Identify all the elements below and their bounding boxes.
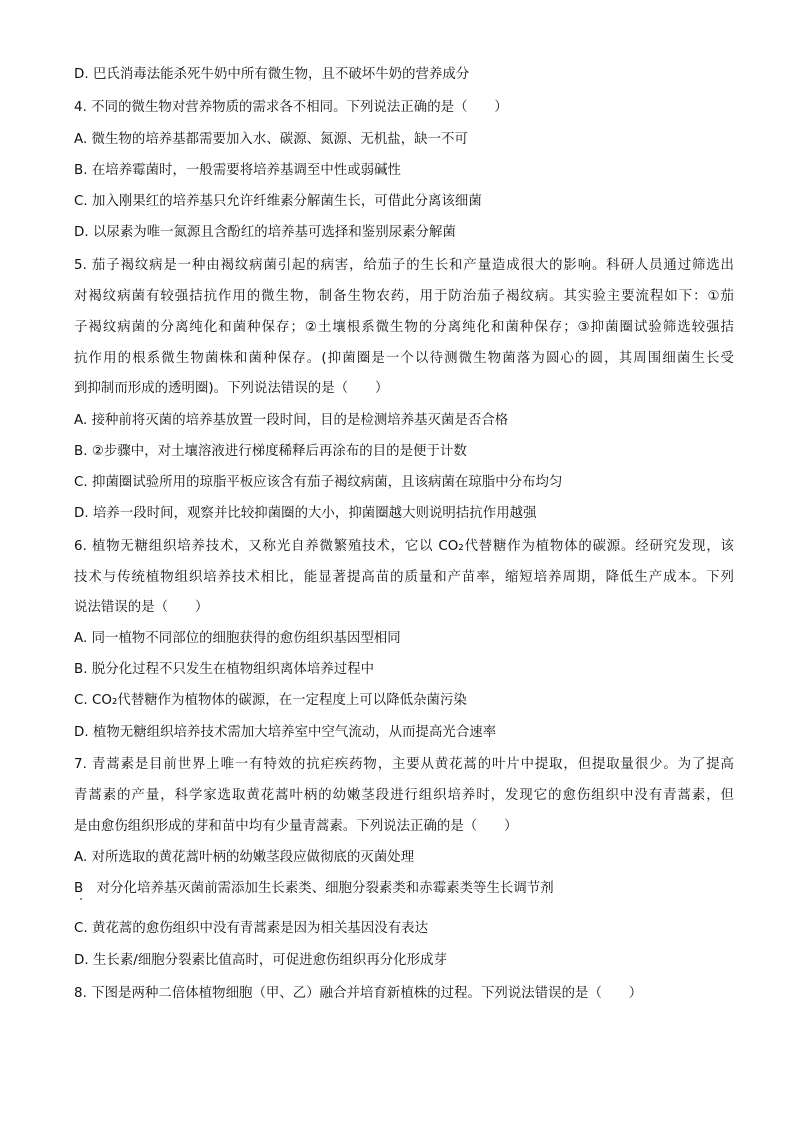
q7-stem-line-3: 是由愈伤组织形成的芽和苗中均有少量青蒿素。下列说法正确的是（ ）: [74, 819, 518, 834]
q5-option-d: D. 培养一段时间，观察并比较抑菌圈的大小，抑菌圈越大则说明拮抗作用越强: [74, 506, 537, 521]
q6-stem-line-3: 说法错误的是（ ）: [74, 600, 209, 615]
q5-stem-line-2: 对褐纹病菌有较强拮抗作用的微生物，制备生物农药，用于防治茄子褐纹病。其实验主要流程如下：①茄: [74, 289, 734, 304]
q4-stem: 4. 不同的微生物对营养物质的需求各不相同。下列说法正确的是（ ）: [74, 100, 508, 115]
q6-stem-line-2: 技术与传统植物组织培养技术相比，能显著提高苗的质量和产苗率，缩短培养周期，降低生产成本。下列: [74, 570, 734, 585]
q5-stem-line-1: 5. 茄子褐纹病是一种由褐纹病菌引起的病害，给茄子的生长和产量造成很大的影响。科研人员通过筛选出: [74, 258, 734, 273]
q5-stem-line-5: 到抑制而形成的透明圈)。下列说法错误的是（ ）: [74, 381, 389, 396]
q7-stem-line-2: 青蒿素的产量，科学家选取黄花蒿叶柄的幼嫩茎段进行组织培养时，发现它的愈伤组织中没有青蒿素，但: [74, 788, 734, 803]
q4-option-c: C. 加入刚果红的培养基只允许纤维素分解菌生长，可借此分离该细菌: [74, 194, 482, 209]
q8-stem: 8. 下图是两种二倍体植物细胞（甲、乙）融合并培育新植株的过程。下列说法错误的是（ ）: [74, 986, 643, 1001]
q6-option-b: B. 脱分化过程不只发生在植物组织离体培养过程中: [74, 662, 375, 677]
stray-dot-mark: [80, 898, 82, 900]
q6-option-c: C. CO₂代替糖作为植物体的碳源，在一定程度上可以降低杂菌污染: [74, 693, 467, 708]
q5-stem-line-3: 子褐纹病菌的分离纯化和菌种保存；②土壤根系微生物的分离纯化和菌种保存；③抑菌圈试验筛选较强拮: [74, 320, 734, 335]
q6-stem-line-1: 6. 植物无糖组织培养技术，又称光自养微繁殖技术，它以 CO₂代替糖作为植物体的碳源。经研究发现，该: [74, 539, 734, 554]
q6-option-a: A. 同一植物不同部位的细胞获得的愈伤组织基因型相同: [74, 631, 401, 646]
q7-option-b: B 对分化培养基灭菌前需添加生长素类、细胞分裂素类和赤霉素类等生长调节剂: [74, 881, 554, 896]
q4-option-a: A. 微生物的培养基都需要加入水、碳源、氮源、无机盐，缺一不可: [74, 132, 468, 147]
q7-stem-line-1: 7. 青蒿素是目前世界上唯一有特效的抗疟疾药物，主要从黄花蒿的叶片中提取，但提取量很少。为了提高: [74, 757, 734, 772]
q4-option-d: D. 以尿素为唯一氮源且含酚红的培养基可选择和鉴别尿素分解菌: [74, 225, 456, 240]
q7-option-d: D. 生长素/细胞分裂素比值高时，可促进愈伤组织再分化形成芽: [74, 953, 447, 968]
q7-option-a: A. 对所选取的黄花蒿叶柄的幼嫩茎段应做彻底的灭菌处理: [74, 850, 415, 865]
q3-option-d: D. 巴氏消毒法能杀死牛奶中所有微生物，且不破坏牛奶的营养成分: [74, 67, 470, 82]
q7-option-c: C. 黄花蒿的愈伤组织中没有青蒿素是因为相关基因没有表达: [74, 921, 429, 936]
q5-option-b: B. ②步骤中，对土壤溶液进行梯度稀释后再涂布的目的是便于计数: [74, 444, 467, 459]
q5-option-c: C. 抑菌圈试验所用的琼脂平板应该含有茄子褐纹病菌，且该病菌在琼脂中分布均匀: [74, 475, 563, 490]
q6-option-d: D. 植物无糖组织培养技术需加大培养室中空气流动，从而提高光合速率: [74, 725, 497, 740]
q5-option-a: A. 接种前将灭菌的培养基放置一段时间，目的是检测培养基灭菌是否合格: [74, 413, 509, 428]
q4-option-b: B. 在培养霉菌时，一般需要将培养基调至中性或弱碱性: [74, 163, 401, 178]
q5-stem-line-4: 抗作用的根系微生物菌株和菌种保存。(抑菌圈是一个以待测微生物菌落为圆心的圆，其周围细菌生长受: [74, 351, 734, 366]
